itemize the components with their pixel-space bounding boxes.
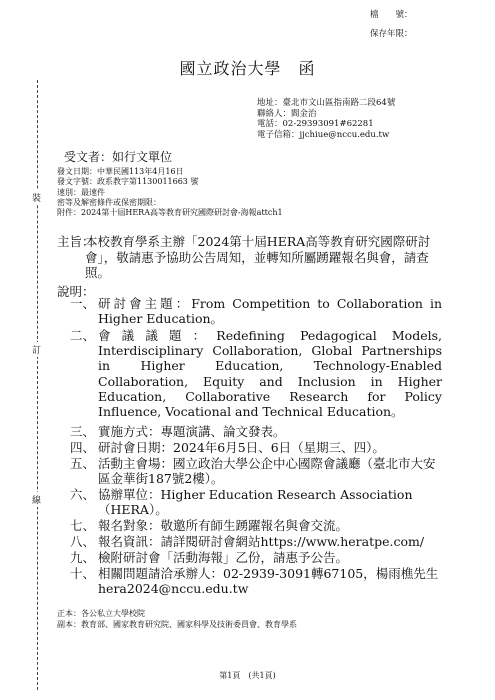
explanation-item-1	[70, 296, 442, 326]
binding-mark-ding: 訂	[32, 342, 41, 357]
subject-section	[57, 234, 447, 281]
attachment-link[interactable]: 附件：2024第十屆HERA高等教育研究國際研討會-海報attch1	[57, 208, 283, 218]
subject-label: 主旨：	[57, 234, 95, 249]
item-text: 研討會日期：2024年6月5日、6日（星期三、四）。	[98, 440, 385, 455]
sender-email: 電子信箱：jjchiue@nccu.edu.tw	[257, 129, 390, 140]
item-text: 實施方式：專題演講、論文發表。	[98, 424, 286, 439]
document-number: 發文字號：政系教字第1130011663 號	[57, 177, 199, 187]
item-text: 會議議題：Redefining Pedagogical Models, Interdisciplinary Collaboration, Global Partnerships in Higher Education, Technology-Enabled Collaboration, Equity and Inclusion in Higher Education, Collaborative Research for Policy Influence, Vocational and Technical Education。	[98, 328, 442, 420]
page-number: 第1頁 (共1頁)	[219, 671, 276, 680]
explanation-item-8	[70, 534, 442, 549]
explanation-item-10	[70, 566, 442, 596]
sender-address: 地址：臺北市文山區指南路二段64號	[257, 98, 396, 108]
item-number: 七、	[70, 518, 96, 533]
sender-block	[257, 98, 395, 140]
binding-dashed-line	[37, 80, 38, 690]
item-number: 五、	[70, 456, 96, 471]
item-text: 相關問題請洽承辦人：02-2939-3091轉67105，楊雨樵先生hera2024@nccu.edu.tw	[98, 566, 439, 597]
explanation-item-2	[70, 328, 442, 419]
copy-recipients: 副本：教育部、國家教育研究院、國家科學及技術委員會、教育學系	[57, 620, 297, 629]
document-title: 國立政治大學 函	[179, 59, 316, 78]
document-info	[57, 167, 283, 218]
sender-phone: 電話：02-29393091#62281	[257, 119, 374, 130]
archive-info	[370, 6, 413, 44]
explanation-item-9	[70, 550, 442, 565]
binding-mark-zhuang: 裝	[32, 190, 41, 205]
item-text: 研討會主題：From Competition to Collaboration in Higher Education。	[98, 296, 442, 327]
explanation-item-5	[70, 456, 442, 486]
item-number: 四、	[70, 440, 96, 455]
item-number: 一、	[70, 296, 96, 311]
item-text: 活動主會場：國立政治大學公企中心國際會議廳（臺北市大安區金華街187號2樓）。	[98, 456, 436, 487]
delivery-speed: 速別：最速件	[57, 187, 105, 197]
distribution-list	[57, 608, 297, 630]
item-number: 九、	[70, 550, 96, 565]
item-number: 十、	[70, 566, 96, 581]
secrecy-level: 密等及解密條件或保密期限：	[57, 197, 161, 207]
item-number: 六、	[70, 487, 96, 502]
item-number: 三、	[70, 424, 96, 439]
item-number: 二、	[70, 328, 96, 343]
explanation-item-4	[70, 440, 442, 455]
sender-contact: 聯絡人：閻金治	[257, 108, 317, 119]
subject-text: 本校教育學系主辦「2024第十屆HERA高等教育研究國際研討會」，敬請惠予協助公告周知，並轉知所屬踴躍報名與會，請查照。	[85, 234, 431, 280]
explanation-item-7	[70, 518, 442, 533]
item-text: 協辦單位：Higher Education Research Association（HERA）。	[98, 487, 413, 518]
item-text: 檢附研討會「活動海報」乙份，請惠予公告。	[98, 550, 349, 565]
explanation-item-6	[70, 487, 442, 517]
item-number: 八、	[70, 534, 96, 549]
file-number-label: 檔 號：	[370, 10, 413, 20]
issue-date: 發文日期：中華民國113年4月16日	[57, 167, 184, 176]
explanation-item-3	[70, 424, 442, 439]
binding-mark-xian: 線	[32, 492, 41, 507]
recipient: 受文者：如行文單位	[64, 150, 173, 164]
retention-label: 保存年限：	[370, 29, 413, 39]
item-text: 報名對象：敬邀所有師生踴躍報名與會交流。	[98, 518, 349, 533]
explanation-label: 說明：	[57, 284, 95, 299]
item-text[interactable]: 報名資訊：請詳閱研討會網站https://www.heratpe.com/	[98, 534, 425, 549]
original-recipients: 正本：各公私立大學校院	[57, 609, 145, 618]
